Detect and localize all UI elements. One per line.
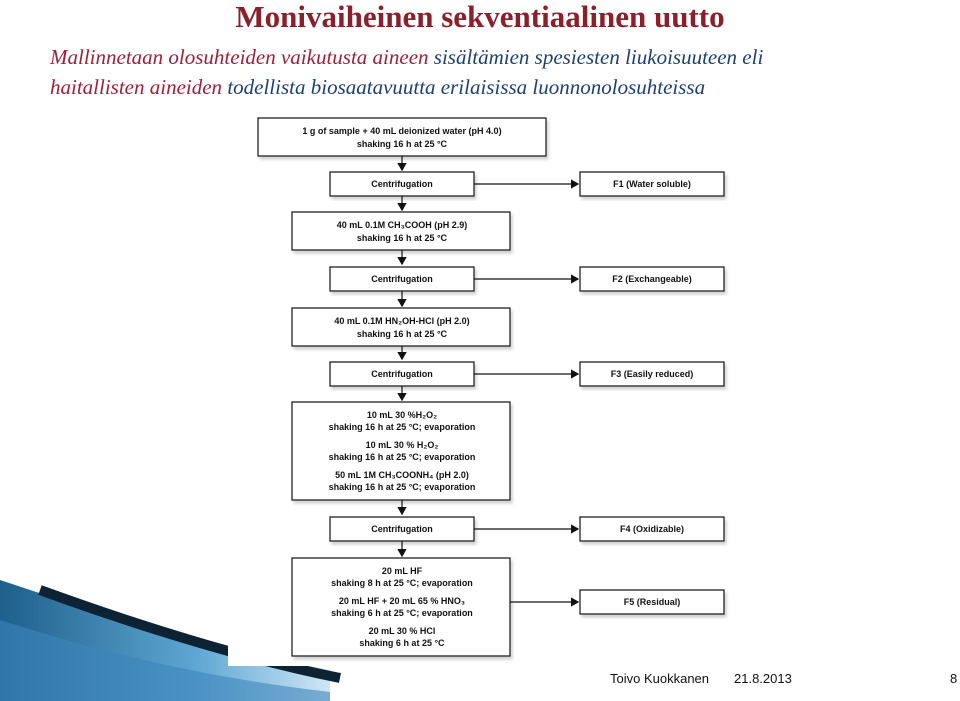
- flowchart-panel: [228, 110, 745, 666]
- slide-subtitle: [50, 42, 950, 102]
- step2-line2: shaking 16 h at 25 °C: [356, 329, 448, 339]
- page-number: 8: [950, 671, 958, 686]
- fraction-f3-label: F3 (Easily reduced): [610, 369, 694, 379]
- step-box-initial: [258, 118, 546, 156]
- flowchart: [228, 110, 745, 666]
- subtitle-part-3: haitallisten aineiden: [50, 75, 223, 99]
- step4-line5: 20 mL 30 % HCl: [368, 626, 436, 636]
- step0-line2: shaking 16 h at 25 °C: [356, 139, 448, 149]
- subtitle-part-4: todellista biosaatavuutta erilaisissa luonnonolosuhteissa: [227, 75, 706, 99]
- centrifugation-label-4: Centrifugation: [371, 524, 433, 534]
- step3-line2: shaking 16 h at 25 °C; evaporation: [328, 422, 476, 432]
- step-box-1: [292, 212, 510, 250]
- step4-line2: shaking 8 h at 25 °C; evaporation: [331, 578, 473, 588]
- step3-line6: shaking 16 h at 25 °C; evaporation: [328, 482, 476, 492]
- step4-line1: 20 mL HF: [381, 566, 423, 576]
- fraction-f1-label: F1 (Water soluble): [613, 179, 691, 189]
- footer-date: 21.8.2013: [734, 671, 792, 686]
- subtitle-part-2: sisältämien spesiesten liukoisuuteen eli: [433, 45, 764, 69]
- step1-line2: shaking 16 h at 25 °C: [356, 233, 448, 243]
- fraction-f4-label: F4 (Oxidizable): [619, 524, 685, 534]
- subtitle-part-1: Mallinnetaan olosuhteiden vaikutusta aineen: [50, 45, 429, 69]
- fraction-f5-label: F5 (Residual): [623, 597, 681, 607]
- centrifugation-label-3: Centrifugation: [371, 369, 433, 379]
- centrifugation-label-2: Centrifugation: [371, 274, 433, 284]
- step1-line1: 40 mL 0.1M CH₃COOH (pH 2.9): [336, 220, 468, 230]
- footer-author: Toivo Kuokkanen: [610, 671, 710, 686]
- centrifugation-label-1: Centrifugation: [371, 179, 433, 189]
- step4-line6: shaking 6 h at 25 °C: [359, 638, 445, 648]
- step2-line1: 40 mL 0.1M HN₂OH-HCl (pH 2.0): [334, 316, 470, 326]
- fraction-f2-label: F2 (Exchangeable): [612, 274, 692, 284]
- step3-line3: 10 mL 30 % H₂O₂: [365, 440, 439, 450]
- step3-line1: 10 mL 30 %H₂O₂: [366, 410, 438, 420]
- step-box-2: [292, 308, 510, 346]
- step3-line4: shaking 16 h at 25 °C; evaporation: [328, 452, 476, 462]
- step3-line5: 50 mL 1M CH₃COONH₄ (pH 2.0): [335, 470, 469, 480]
- step0-line1: 1 g of sample + 40 mL deionized water (pH 4.0): [302, 126, 502, 136]
- step4-line3: 20 mL HF + 20 mL 65 % HNO₃: [338, 596, 466, 606]
- step4-line4: shaking 6 h at 25 °C; evaporation: [331, 608, 473, 618]
- slide-title: Monivaiheinen sekventiaalinen uutto: [235, 0, 725, 34]
